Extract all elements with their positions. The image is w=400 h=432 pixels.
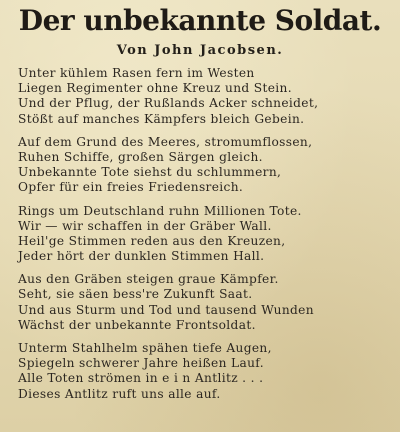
poem-line: Wächst der unbekannte Frontsoldat. [18,317,256,332]
poem-line: Spiegeln schwerer Jahre heißen Lauf. [18,356,264,371]
poem-body [0,66,400,410]
poem-line: Auf dem Grund des Meeres, stromumflossen, [18,134,313,149]
poem-line: Alle Toten strömen in e i n Antlitz . . . [18,371,264,386]
poem-line: Und aus Sturm und Tod und tausend Wunden [18,302,314,317]
poem-line: Ruhen Schiffe, großen Särgen gleich. [18,149,263,164]
poem-line: Unbekannte Tote siehst du schlummern, [18,165,282,180]
stanza [0,341,400,402]
poem-title: Der unbekannte Soldat. [18,4,382,37]
poem-line: Rings um Deutschland ruhn Millionen Tote. [18,203,302,218]
poem-line: Liegen Regimenter ohne Kreuz und Stein. [18,81,292,96]
poem-line: Heil'ge Stimmen reden aus den Kreuzen, [18,233,286,248]
poem-author: Von John Jacobsen. [116,43,284,58]
poem-line: Jeder hört der dunklen Stimmen Hall. [18,249,265,264]
poem-line: Dieses Antlitz ruft uns alle auf. [18,386,221,401]
stanza [0,204,400,265]
stanza [0,135,400,196]
stanza [0,272,400,333]
poem-line: Unterm Stahlhelm spähen tiefe Augen, [18,341,272,355]
stanza [0,66,400,127]
poem-line: Aus den Gräben steigen graue Kämpfer. [18,272,279,287]
poem-line: Wir — wir schaffen in der Gräber Wall. [18,218,272,233]
poem-line: Seht, sie säen bess're Zukunft Saat. [18,287,253,302]
poem-line: Und der Pflug, der Rußlands Acker schneidet, [18,96,319,111]
poem-line: Opfer für ein freies Friedensreich. [18,180,244,195]
poem-line: Stößt auf manches Kämpfers bleich Gebein. [18,111,305,126]
poem-line: Unter kühlem Rasen fern im Westen [18,66,255,80]
